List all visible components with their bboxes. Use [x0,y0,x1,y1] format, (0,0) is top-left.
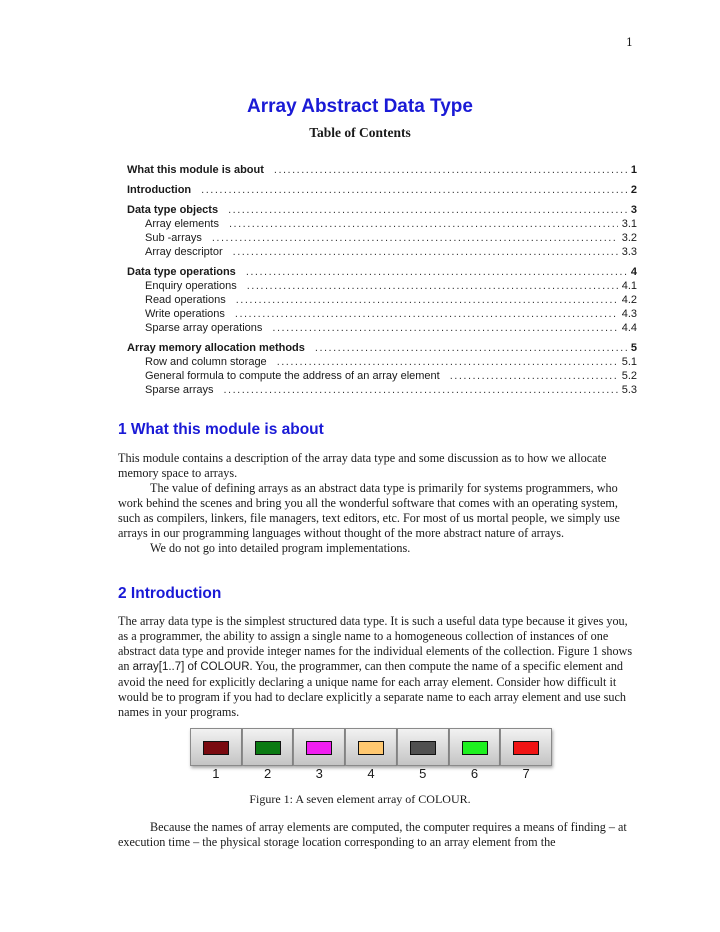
colour-swatch [462,741,488,755]
array-cell [397,728,449,766]
page-number: 1 [626,36,633,49]
section-2-paragraph-1 [118,614,640,720]
toc-subentry-page: 4.4 [621,322,637,334]
toc-leader-dots [315,342,627,354]
toc-entry[interactable] [127,184,637,198]
toc-entry-label: Introduction [127,184,192,196]
toc-subentry-label: Row and column storage [145,356,267,368]
array-index-label: 7 [522,766,530,781]
array-figure [190,728,552,766]
toc-subentry[interactable] [127,280,637,294]
section-1-paragraph-2: The value of defining arrays as an abstract data type is primarily for systems programmers, who work behind the scenes and bring you all the wonderful software that comes with an operating system, such as compilers, linkers, file managers, text editors, etc. For most of us mortal people, we simply use arrays in our programming languages without thought of the more abstract nature of arrays. [118,481,620,540]
array-cell [293,728,345,766]
toc-leader-dots [274,164,627,176]
toc-subentry-page: 4.2 [621,294,637,306]
array-cell [190,728,242,766]
toc-entry-label: What this module is about [127,164,264,176]
toc-subentry-page: 3.2 [621,232,637,244]
toc-entry[interactable] [127,342,637,356]
toc-subentry[interactable] [127,294,637,308]
toc-group [127,266,637,336]
toc-leader-dots [236,294,618,306]
toc-leader-dots [223,384,617,396]
toc-subentry[interactable] [127,356,637,370]
toc-leader-dots [201,184,627,196]
toc-subentry-label: General formula to compute the address of an array element [145,370,440,382]
section-1-paragraph-1: This module contains a description of the array data type and some discussion as to how we allocate memory space to arrays. [118,451,607,480]
array-cell [345,728,397,766]
paragraph-text: . You, the programmer, can then compute the name of a specific element and avoid the need for explicitly declaring a unique name for each array element. Consider how difficult it would be to program if you had to declare explicitly a separate name to each array element and use such names in your programs. [118,659,626,719]
toc-leader-dots [277,356,618,368]
toc-entry-page: 2 [630,184,637,196]
toc-subentry-page: 5.3 [621,384,637,396]
toc-entry[interactable] [127,164,637,178]
toc-subentry[interactable] [127,370,637,384]
figure-caption: Figure 1: A seven element array of COLOUR. [249,792,471,806]
toc-entry[interactable] [127,204,637,218]
toc-entry-label: Data type objects [127,204,219,216]
array-index-row [190,766,552,781]
toc-subentry-page: 5.1 [621,356,637,368]
array-index-label: 6 [470,766,479,781]
section-2-body-continued [118,820,640,850]
toc-entry[interactable] [127,266,637,280]
colour-swatch [203,741,229,755]
toc-group [127,342,637,398]
colour-swatch [410,741,436,755]
toc-subentry[interactable] [127,384,637,398]
toc-leader-dots [229,218,618,230]
toc-entry-page: 4 [630,266,637,278]
toc-subentry-page: 5.2 [621,370,637,382]
colour-swatch [255,741,281,755]
toc-group [127,164,637,178]
array-cell [500,728,552,766]
toc-entry-page: 1 [630,164,637,176]
array-index-label: 5 [419,766,427,781]
toc-leader-dots [246,266,627,278]
toc-group [127,184,637,198]
toc-heading: Table of Contents [309,125,411,140]
toc-subentry-label: Enquiry operations [145,280,237,292]
section-heading-1: 1 What this module is about [118,421,324,438]
toc-subentry-label: Array descriptor [145,246,223,258]
array-cell [242,728,294,766]
table-of-contents [127,164,637,404]
toc-group [127,204,637,260]
toc-entry-label: Data type operations [127,266,236,278]
colour-swatch [358,741,384,755]
array-cell [449,728,501,766]
toc-entry-label: Array memory allocation methods [127,342,305,354]
toc-leader-dots [272,322,617,334]
toc-subentry-label: Sub -arrays [145,232,202,244]
section-1-paragraph-3: We do not go into detailed program implementations. [150,541,411,555]
paragraph-text: The array data type is the simplest structured data type. It is such a useful data type because it gives you, as a programmer, the ability to assign a single name to a homogeneous collection of instances of one abstract data type and provide integer names for the individual elements of the collection. Figure 1 shows an [118,614,633,673]
toc-leader-dots [450,370,618,382]
toc-leader-dots [233,246,618,258]
toc-subentry[interactable] [127,232,637,246]
toc-subentry-label: Sparse arrays [145,384,214,396]
toc-leader-dots [228,204,627,216]
toc-subentry-page: 3.1 [621,218,637,230]
colour-swatch [306,741,332,755]
toc-leader-dots [212,232,618,244]
toc-subentry[interactable] [127,322,637,336]
array-index-label: 4 [367,766,375,781]
toc-subentry-page: 3.3 [621,246,637,258]
toc-entry-page: 5 [630,342,637,354]
toc-subentry-label: Read operations [145,294,226,306]
section-2-body [118,614,640,720]
toc-leader-dots [235,308,618,320]
toc-leader-dots [247,280,618,292]
section-2-paragraph-2: Because the names of array elements are computed, the computer requires a means of finding – at execution time – the physical storage location corresponding to an array element from the [118,820,627,849]
array-index-label: 1 [212,766,220,781]
inline-code: array[1..7] of COLOUR [132,661,250,673]
section-heading-2: 2 Introduction [118,585,222,602]
document-title: Array Abstract Data Type [247,96,473,117]
toc-subentry-label: Write operations [145,308,225,320]
colour-swatch [513,741,539,755]
toc-subentry-page: 4.1 [621,280,637,292]
toc-subentry-label: Sparse array operations [145,322,263,334]
toc-subentry[interactable] [127,246,637,260]
toc-subentry[interactable] [127,218,637,232]
toc-subentry-label: Array elements [145,218,219,230]
toc-subentry[interactable] [127,308,637,322]
array-index-label: 2 [263,766,272,781]
section-1-body [118,451,640,556]
toc-subentry-page: 4.3 [621,308,637,320]
array-index-label: 3 [315,766,323,781]
toc-entry-page: 3 [630,204,637,216]
